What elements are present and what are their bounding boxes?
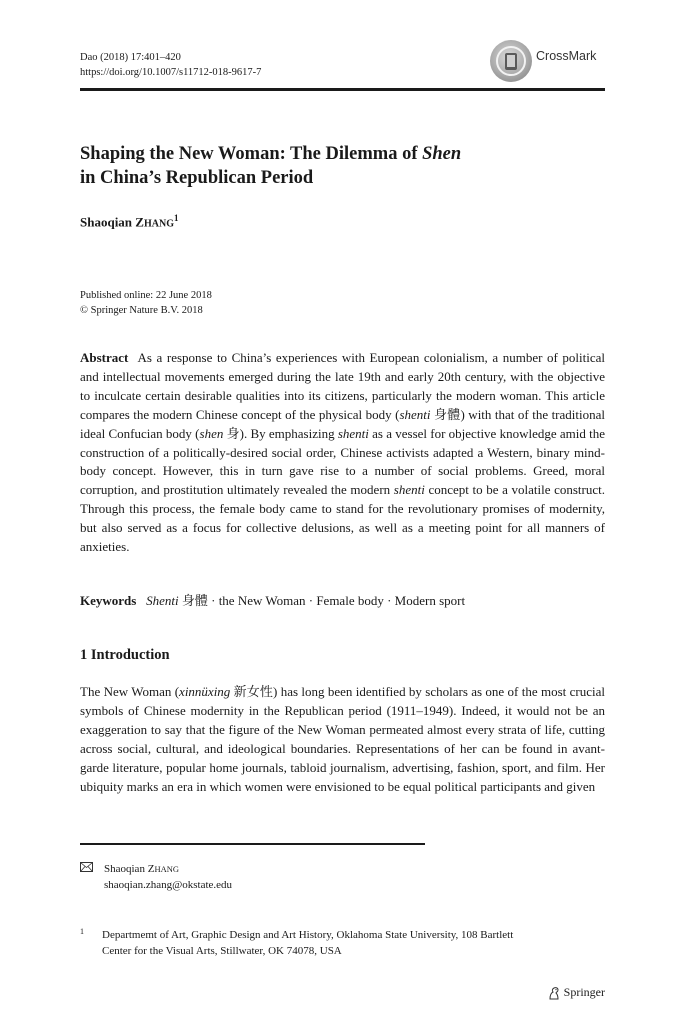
published-date: Published online: 22 June 2018 <box>80 290 212 301</box>
title-shen: Shen <box>422 144 462 164</box>
crossmark-icon <box>490 40 532 82</box>
copyright: © Springer Nature B.V. 2018 <box>80 305 203 316</box>
author-name[interactable]: Shaoqian ZHANG$^1$ <box>80 213 179 230</box>
title-line1: Shaping the New Woman: The Dilemma of <box>80 144 423 164</box>
section-heading: 1 Introduction <box>80 647 170 663</box>
crossmark-label: CrossMark <box>536 49 597 63</box>
affiliation-line2: Center for the Visual Arts, Stillwater, OK 74078, USA <box>102 945 342 957</box>
intro-paragraph: The New Woman (xinnüxing 新女性) has long been identified by scholars as one of the most crucial symbols of Chinese modernity in the Republican period (1911–1949). Indeed, it would not be an exaggeration to say that the figure of the New Woman permeated almost every strata of life, cutting across social, cultural, and ideological boundaries. Representations of her can be found in avant-garde literature, popular home journals, tabloid journalism, advertising, fashion, sport, and film. Her ubiquity marks an era in which women were envisioned to be equal political participants and given <box>80 684 605 794</box>
affiliation-mark: 1 <box>173 213 179 223</box>
article-title <box>80 142 605 190</box>
crossmark-badge[interactable] <box>490 36 605 84</box>
publication-info <box>80 288 212 318</box>
springer-horse-icon <box>547 986 561 1000</box>
springer-label: Springer <box>563 985 605 999</box>
running-header <box>80 50 605 92</box>
contact-email[interactable]: shaoqian.zhang@okstate.edu <box>104 879 233 891</box>
keywords-label: Keywords <box>80 593 137 608</box>
title-line2: in China’s Republican Period <box>80 168 314 188</box>
abstract: Abstract As a response to China’s experiences with European colonialism, a number of political and intellectual movements emerged during the late 19th and early 20th century, with the objective to inculcate certain desirable qualities into its citizens, particularly the modern woman. This article compares the modern Chinese concept of the physical body (shenti 身體) with that of the traditional ideal Confucian body (shen 身). By emphasizing shenti as a vessel for objective knowledge amid the construction of a politically-desired social order, Chinese activists adapted a Western, binary mind-body concept. However, this in turn gave rise to a number of social problems. Greed, moral corruption, and prostitution ultimately revealed the modern shenti concept to be a volatile construct. Through this process, the female body came to stand for the revolutionary promises of modernity, but also served as a focus for collective delusions, as well as a meeting point for all manners of anxieties. <box>80 350 606 555</box>
envelope-icon <box>80 861 93 877</box>
footnote-rule <box>80 843 425 845</box>
journal-citation: Dao (2018) 17:401–420 <box>80 52 181 63</box>
header-rule <box>80 88 605 91</box>
affiliation-line1: Departmemt of Art, Graphic Design and Art History, Oklahoma State University, 108 Bartlett <box>102 929 514 941</box>
contact-name: Shaoqian ZHANG <box>104 863 179 875</box>
keywords: Keywords Shenti 身體 · the New Woman · Female body · Modern sport <box>80 593 466 608</box>
citation-block <box>80 50 261 80</box>
springer-logo <box>547 985 605 1000</box>
doi-link[interactable]: https://doi.org/10.1007/s11712-018-9617-7 <box>80 67 262 78</box>
abstract-label: Abstract <box>80 350 129 365</box>
affiliation-number: 1 <box>80 927 84 936</box>
